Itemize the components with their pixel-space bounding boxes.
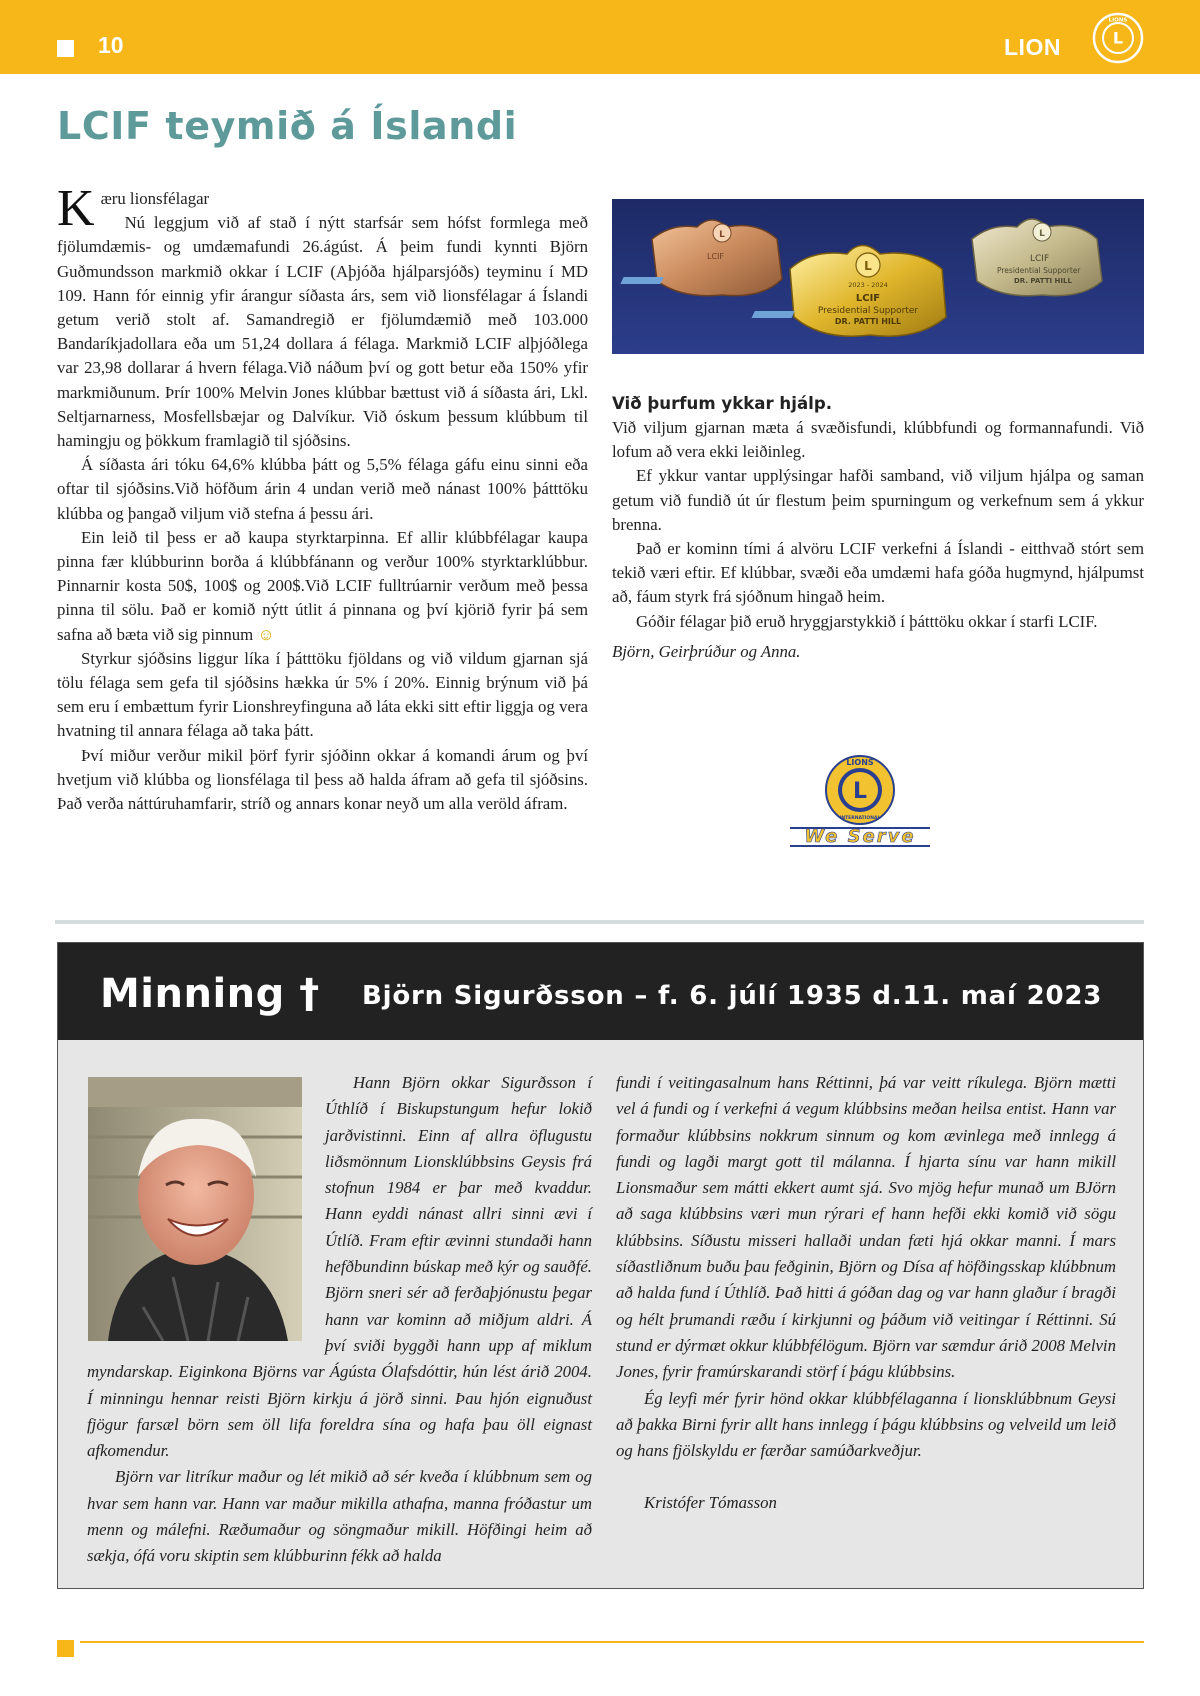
obituary-box: [57, 942, 1144, 1589]
publication-name: LION: [1004, 34, 1061, 60]
obituary-signature: Kristófer Tómasson: [644, 1493, 777, 1513]
article-paragraph: Góðir félagar þið eruð hryggjarstykkið í þátttöku okkar í starfi LCIF.: [636, 611, 1098, 631]
greeting-paragraph: [57, 180, 588, 237]
article-paragraph: Ef ykkur vantar upplýsingar hafði samband, við viljum hjálpa og saman getum við fundið út úr flestum þeim spurningum og verkefnum sem á ykkur brenna.: [612, 466, 1144, 534]
page-number: 10: [98, 32, 124, 58]
obituary-paragraph: Hann Björn okkar Sigurðsson í Úthlíð í Biskupstungum hefur lokið jarðvistinni. Einn af allra öflugustu liðsmönnum Lionsklúbbsins Geysis frá stofnun 1984 er þar með kvaddur. Hann eyddi nánast allri sinni ævi í Útlíð. Fram eftir ævinni stundaði hann hefðbundinn búskap með kýr og sauðfé. Björn sneri sér að ferðaþjónustu þegar hann var kominn að miðjum aldri. Á því sviði byggði hann upp af miklum myndarskap. Eiginkona Björns var Ágústa Ólafsdóttir, hún lést árið 2004. Í minningu hennar reisti Björn kirkju á jörð sinni. Þau hjón eignuðust fjögur farsæl börn sem öll lifa foreldra sína og hafa þau öll eignast afkomendur.: [87, 1073, 592, 1461]
article-signature: Björn, Geirþrúður og Anna.: [612, 641, 801, 661]
pin-right-line1: LCIF: [1030, 254, 1050, 264]
pin-center-line1: LCIF: [855, 293, 881, 304]
obituary-left-column: [87, 1070, 592, 1570]
obituary-heading: Minning †: [100, 971, 320, 1017]
pin-center-line2: Presidential Supporter: [817, 306, 919, 316]
svg-text:L: L: [1112, 28, 1124, 48]
we-serve-ring-top: LIONS: [846, 758, 874, 767]
article-paragraph: Því miður verður mikil þörf fyrir sjóðinn okkar á komandi árum og því hvetjum við klúbba og lionsfélaga til þess að halda áfram að gefa til sjóðsins. Það verða náttúruhamfarir, stríð og annars konar neyð um alla veröld áfram.: [57, 745, 588, 814]
article-right-column: [612, 393, 1144, 664]
footer-marker-square: [57, 1640, 74, 1657]
article-paragraph: Styrkur sjóðsins liggur líka í þátttöku fjöldans og við vildum gjarnan sjá tölu félaga sem gefa til sjóðsins hækka úr 5% í 20%. Einnig brýnum við þá sem eru í embættum fyrir Lionshreyfinguna að láta ekki sitt eftir liggja og vera hvatning til annara félaga að taka þátt.: [57, 648, 588, 741]
portrait-spacer: [87, 1070, 325, 1359]
pin-center-years: 2023 - 2024: [848, 281, 888, 289]
article-paragraph: Það er kominn tími á alvöru LCIF verkefni á Íslandi - eitthvað stórt sem tekið væri eftir. Ef klúbbar, svæði eða umdæmi hafa góða hugmynd, hjálpumst að, fáum styrk frá sjóðnum hingað heim.: [612, 539, 1144, 607]
logo-text: LIONS: [1108, 17, 1128, 24]
article-paragraph: Nú leggjum við af stað í nýtt starfsár sem hófst formlega með fjölumdæmis- og umdæmafundi 26.ágúst. Á þeim fundi kynnti Björn Guðmundsson markmið okkar í LCIF (Aþjóða hjálparsjóðs) teyminu í MD 109. Hann fór einnig yfir árangur síðasta árs, sem við lionsfélagar á Íslandi getum verið stolt af. Samandregið er fjölumdæmið með 103.000 Bandaríkjadollara eða um 51,24 dollara á félaga. Markmið LCIF alþjóðlega var 23,98 dollarar á hvern félaga.Við náðum því og gott betur eða 150% yfir markmiðunum. Þrír 100% Melvin Jones klúbbar bættust við á síðasta ári, Lkl. Seltjarnarness, Mosfellsbæjar og Dalvíkur. Við óskum þessum klúbbum til hamingju og þökkum framlagið til sjóðsins.: [57, 213, 588, 451]
article-paragraph: [57, 526, 588, 647]
dropcap: K: [57, 180, 95, 237]
svg-text:L: L: [1039, 229, 1045, 239]
article-paragraph: Á síðasta ári tóku 64,6% klúbba þátt og 5,5% félaga gáfu einu sinni eða oftar til sjóðsins.Við höfðum árin 4 undan verið með nánast 100% þátttöku klúbba og þangað viljum við stefna á þessu ári.: [57, 455, 588, 523]
help-heading: Við þurfum ykkar hjálp.: [612, 394, 833, 413]
obituary-paragraph: Björn var litríkur maður og lét mikið að sér kveða í klúbbnum sem og hvar sem hann var. Hann var maður mikilla athafna, manna fróðastur um menn og málefni. Ræðumaður og söngmaður mikill. Höfðingi heim að sækja, ófá voru skiptin sem klúbburinn fékk að halda: [87, 1467, 592, 1566]
pin-right-line3: DR. PATTI HILL: [1014, 277, 1072, 285]
we-serve-slogan: We Serve: [804, 826, 916, 847]
obituary-header: [58, 943, 1143, 1040]
pin-right-line2: Presidential Supporter: [997, 266, 1081, 275]
lions-logo-icon: [1092, 12, 1144, 64]
article-title: LCIF teymið á Íslandi: [57, 104, 518, 148]
svg-text:L: L: [719, 230, 725, 240]
smiley-icon: ☺: [257, 624, 275, 644]
obituary-paragraph: Ég leyfi mér fyrir hönd okkar klúbbfélaganna í lionsklúbbnum Geysi að þakka Birni fyrir allt hans innlegg í þágu klúbbsins og velveild um leið og hans fjölskyldu er færðar samúðarkveðjur.: [616, 1388, 1116, 1461]
obituary-name-line: Björn Sigurðsson – f. 6. júlí 1935 d.11. maí 2023: [362, 981, 1103, 1011]
svg-text:L: L: [864, 259, 872, 273]
header-bar: [0, 0, 1200, 74]
obituary-paragraph: fundi í veitingasalnum hans Réttinni, þá var veitt ríkulega. Björn mætti vel á fundi og í verkefni á vegum klúbbsins meðan heilsa entist. Hann var formaður klúbbsins nokkrum sinnum og kom ævinlega með innlegg á fundi og lagði margt gott til málanna. Í hjarta sínu var hann mikill Lionsmaður sem mátti ekkert aumt sjá. Svo mjög hefur munað um BJörn að saga klúbbsins væri mun rýrari ef hann hefði ekki komið við sögu klúbbsins. Síðustu misseri hallaði undan fæti hjá okkar manni. Í mars síðastliðnum buðu þau feðginin, Björn og Dísa af höfðingsskap klúbbnum að halda fund í Úthlíð. Það hitti á góðan dag og var hann glaður í bragði og hélt þrumandi ræðu í kirkjunni og þáðum við veitingar í Réttinni. Sú stund er dýrmæt okkur klúbbfélögum. Björn var sæmdur árið 2008 Melvin Jones, fyrir framúrskarandi störf í þágu klúbbsins.: [616, 1073, 1116, 1382]
article-paragraph-text: Ein leið til þess er að kaupa styrktarpinna. Ef allir klúbbfélagar kaupa pinna fær klúbburinn borða á klúbbfánann og verður 100% styrktarklúbbur. Pinnarnir kosta 50$, 100$ og 200$.Við LCIF fulltrúarnir verðum með þessa pinna til sölu. Það er komið nýtt útlit á pinnana og því kjörið fyrir þá sem safna að bæta við sig pinnum: [57, 527, 588, 644]
article-left-column: [57, 180, 588, 816]
page-marker-square: [57, 40, 74, 57]
pin-center-line3: DR. PATTI HILL: [834, 317, 902, 326]
greeting-text: æru lionsfélagar: [100, 189, 210, 208]
we-serve-ring-bottom: INTERNATIONAL: [839, 816, 881, 821]
article-paragraph: Við viljum gjarnan mæta á svæðisfundi, klúbbfundi og formannafundi. Við lofum að vera ekki leiðinleg.: [612, 418, 1144, 462]
svg-text:L: L: [852, 779, 868, 804]
lcif-pins-photo: [612, 199, 1144, 354]
pin-left-text: LCIF: [707, 252, 725, 261]
footer-rule: [80, 1641, 1144, 1643]
obituary-right-column: [616, 1070, 1116, 1517]
section-divider: [55, 920, 1144, 924]
we-serve-logo: [788, 748, 932, 848]
